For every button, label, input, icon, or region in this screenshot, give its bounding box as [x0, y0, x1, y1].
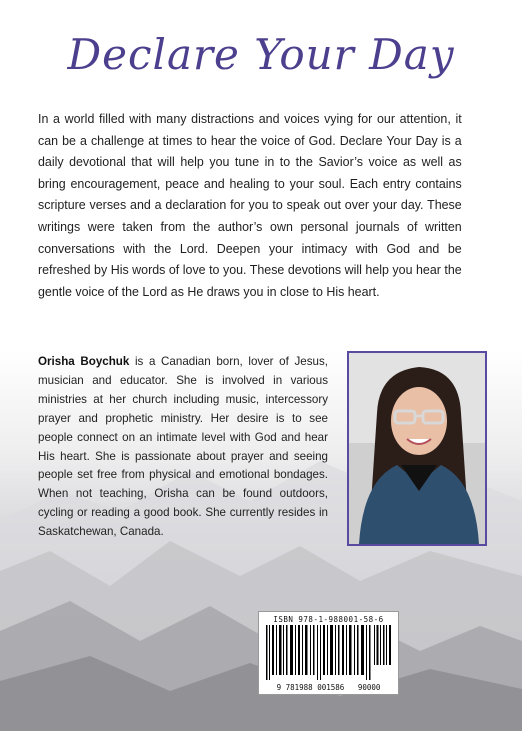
isbn-barcode — [258, 611, 399, 695]
author-bio-text: is a Canadian born, lover of Jesus, musician and educator. She is involved in various ministries at her church including music, intercessory prayer and prophetic ministry. Her desire is to see people connect on an intimate level with God and hear His heart. She is passionate about prayer and seeing people set free from physical and emotional bondages. When not teaching, Orisha can be found outdoors, cycling or reading a good book. She currently resides in Saskatchewan, Canada. — [38, 355, 328, 539]
price-code: 90000 — [357, 683, 381, 692]
book-title: Declare Your Day — [67, 30, 455, 79]
author-photo — [347, 351, 487, 546]
barcode-bars — [264, 625, 393, 680]
author-name: Orisha Boychuk — [38, 355, 130, 368]
author-portrait-image — [349, 353, 485, 544]
isbn-number: ISBN 978-1-988001-58-6 — [273, 615, 384, 624]
ean-digits: 9 781988 001586 90000 — [276, 683, 381, 692]
book-description: In a world filled with many distractions and voices vying for our attention, it can be a challenge at times to hear the voice of God. Declare Your Day is a daily devotional that will help you tune in to the Savior’s voice as well as bring encouragement, peace and healing to your soul. Each entry contains scripture verses and a declaration for you to speak out over your day. These writings were taken from the author’s own personal journals of written conversations with the Lord. Deepen your intimacy with God and be refreshed by His words of love to you. These devotions will help you hear the gentle voice of the Lord as He draws you in close to His heart. — [38, 111, 462, 299]
author-bio — [38, 353, 328, 542]
